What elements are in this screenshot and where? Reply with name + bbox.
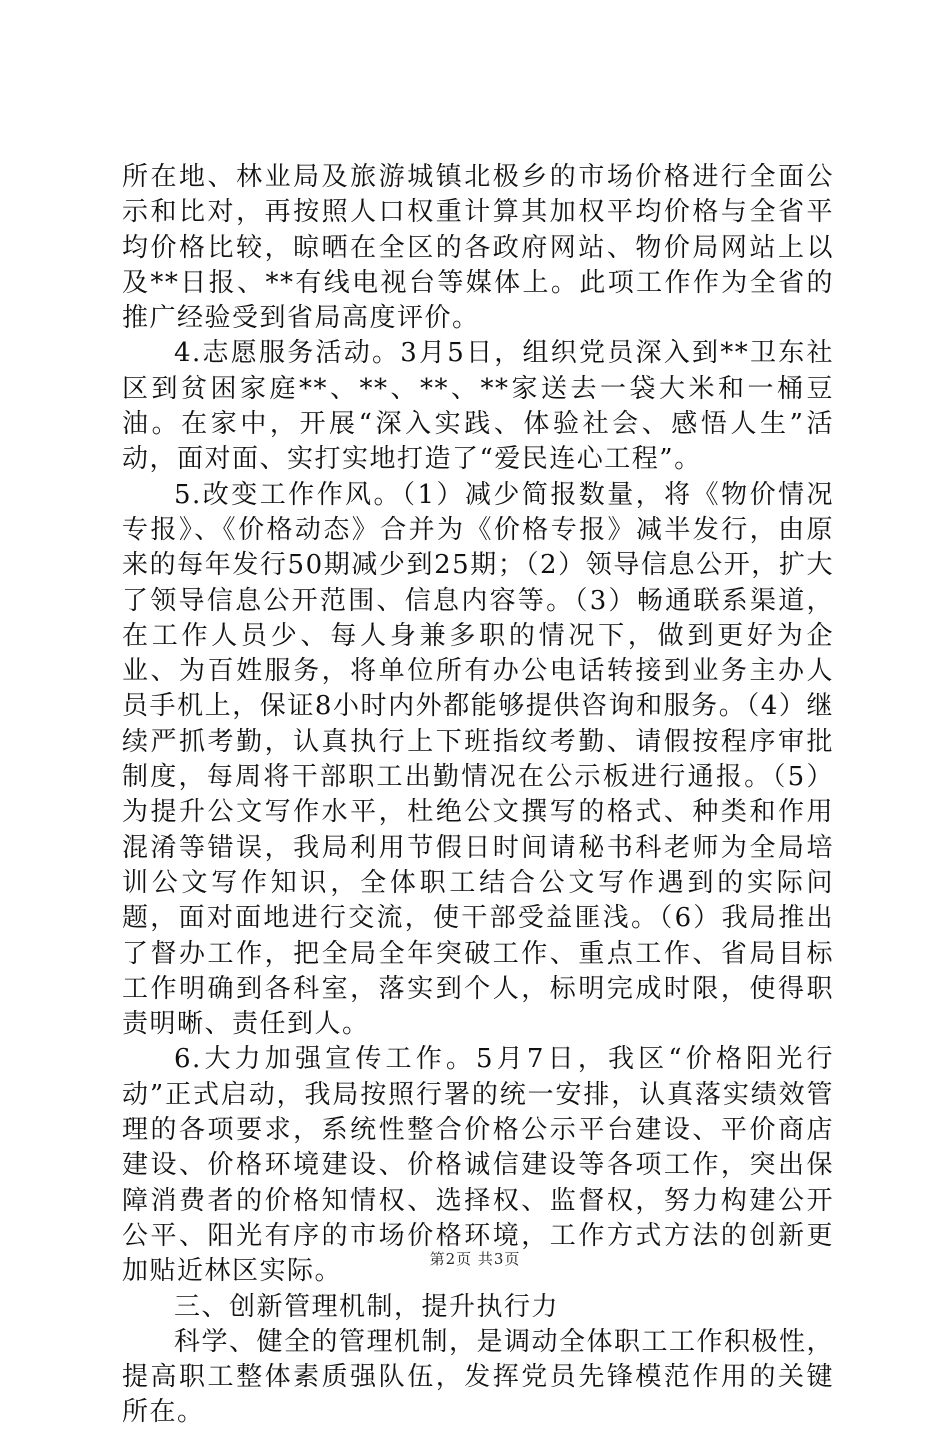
paragraph-work-style: 5.改变工作作风。（1）减少简报数量，将《物价情况专报》、《价格动态》合并为《价格专报》减半发行，由原来的每年发行50期减少到25期；（2）领导信息公开，扩大了领导信息公开范围、信息内容等。（3）畅通联系渠道，在工作人员少、每人身兼多职的情况下，做到更好为企业、为百姓服务，将单位所有办公电话转接到业务主办人员手机上，保证8小时内外都能够提供咨询和服务。（4）继续严抓考勤，认真执行上下班指纹考勤、请假按程序审批制度，每周将干部职工出勤情况在公示板进行通报。（5）为提升公文写作水平，杜绝公文撰写的格式、种类和作用混淆等错误，我局利用节假日时间请秘书科老师为全局培训公文写作知识，全体职工结合公文写作遇到的实际问题，面对面地进行交流，使干部受益匪浅。（6）我局推出了督办工作，把全局全年突破工作、重点工作、省局目标工作明确到各科室，落实到个人，标明完成时限，使得职责明晰、责任到人。 — [122, 479, 834, 1040]
paragraph-management: 科学、健全的管理机制，是调动全体职工工作积极性，提高职工整体素质强队伍，发挥党员先锋模范作用的关键所在。 — [122, 1326, 835, 1428]
document-body — [122, 160, 834, 1431]
page-indicator: 第2页 共3页 — [429, 1250, 521, 1268]
paragraph-volunteer-service: 4.志愿服务活动。3月5日，组织党员深入到**卫东社区到贫困家庭**、**、**、**家送去一袋大米和一桶豆油。在家中，开展“深入实践、体验社会、感悟人生”活动，面对面、实打实地打造了“爱民连心工程”。 — [122, 338, 834, 475]
section-heading: 三、创新管理机制，提升执行力 — [174, 1291, 560, 1322]
page-footer — [0, 1248, 950, 1269]
paragraph-publicity: 6.大力加强宣传工作。5月7日，我区“价格阳光行动”正式启动，我局按照行署的统一安排，认真落实绩效管理的各项要求，系统性整合价格公示平台建设、平价商店建设、价格环境建设、价格诚信建设等各项工作，突出保障消费者的价格知情权、选择权、监督权，努力构建公开公平、阳光有序的市场价格环境，工作方式方法的创新更加贴近林区实际。 — [122, 1044, 834, 1287]
paragraph-continuation: 所在地、林业局及旅游城镇北极乡的市场价格进行全面公示和比对，再按照人口权重计算其加权平均价格与全省平均价格比较，晾晒在全区的各政府网站、物价局网站上以及**日报、**有线电视台等媒体上。此项工作作为全省的推广经验受到省局高度评价。 — [122, 162, 834, 334]
